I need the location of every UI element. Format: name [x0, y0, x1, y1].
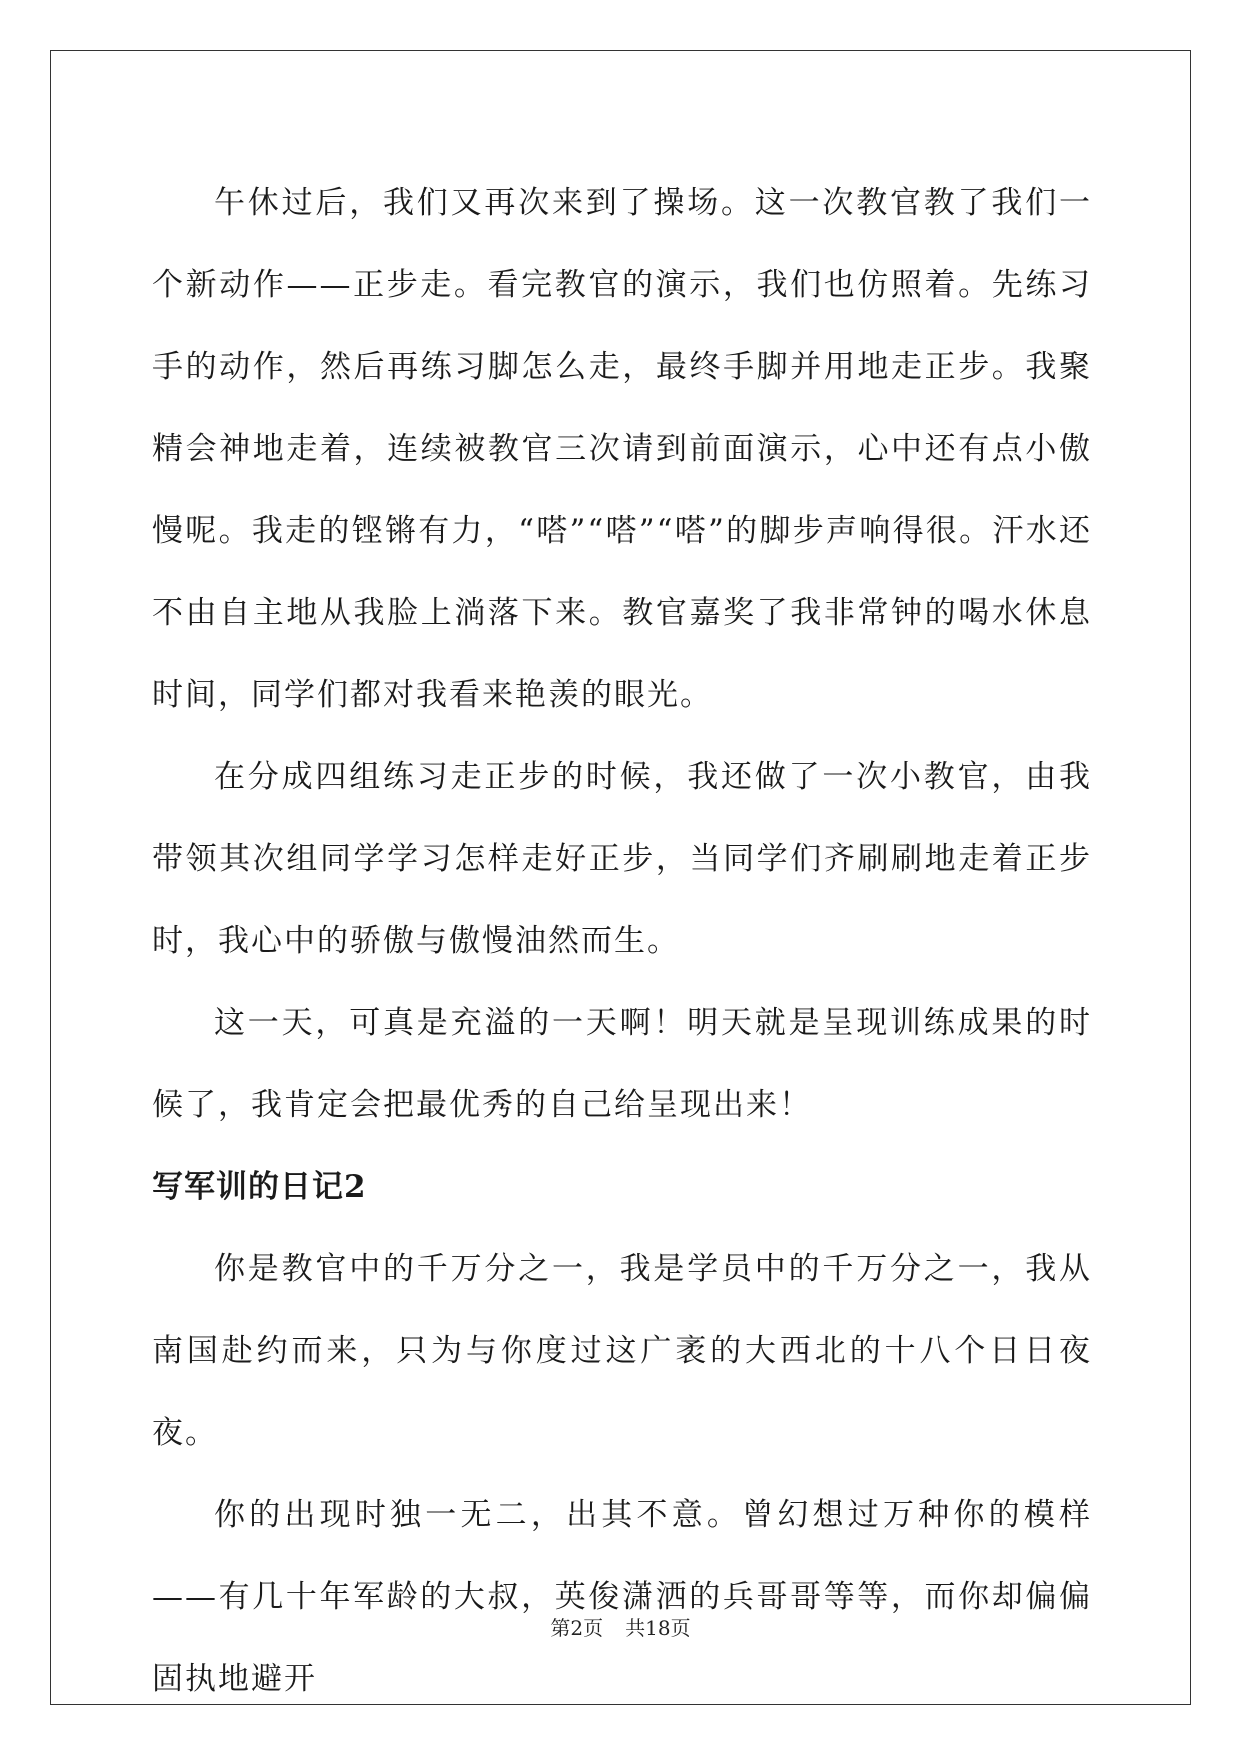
page-footer [0, 1615, 1241, 1641]
paragraph-5: 你的出现时独一无二，出其不意。曾幻想过万种你的模样——有几十年军龄的大叔，英俊潇洒的兵哥哥等等，而你却偏偏固执地避开 [152, 1497, 1092, 1697]
paragraph-4: 你是教官中的千万分之一，我是学员中的千万分之一，我从南国赴约而来，只为与你度过这广袤的大西北的十八个日日夜夜。 [152, 1251, 1092, 1451]
page-total: 共18页 [625, 1616, 691, 1640]
paragraph-2: 在分成四组练习走正步的时候，我还做了一次小教官，由我带领其次组同学学习怎样走好正步，当同学们齐刷刷地走着正步时，我心中的骄傲与傲慢油然而生。 [152, 759, 1092, 959]
section-heading: 写军训的日记2 [152, 1169, 367, 1205]
document-body [152, 162, 1092, 1720]
page-number: 第2页 [550, 1616, 604, 1640]
paragraph-1: 午休过后，我们又再次来到了操场。这一次教官教了我们一个新动作——正步走。看完教官的演示，我们也仿照着。先练习手的动作，然后再练习脚怎么走，最终手脚并用地走正步。我聚精会神地走着，连续被教官三次请到前面演示，心中还有点小傲慢呢。我走的铿锵有力，“嗒”“嗒”“嗒”的脚步声响得很。汗水还不由自主地从我脸上淌落下来。教官嘉奖了我非常钟的喝水休息时间，同学们都对我看来艳羡的眼光。 [152, 185, 1092, 713]
paragraph-3: 这一天，可真是充溢的一天啊！明天就是呈现训练成果的时候了，我肯定会把最优秀的自己给呈现出来！ [152, 1005, 1092, 1123]
